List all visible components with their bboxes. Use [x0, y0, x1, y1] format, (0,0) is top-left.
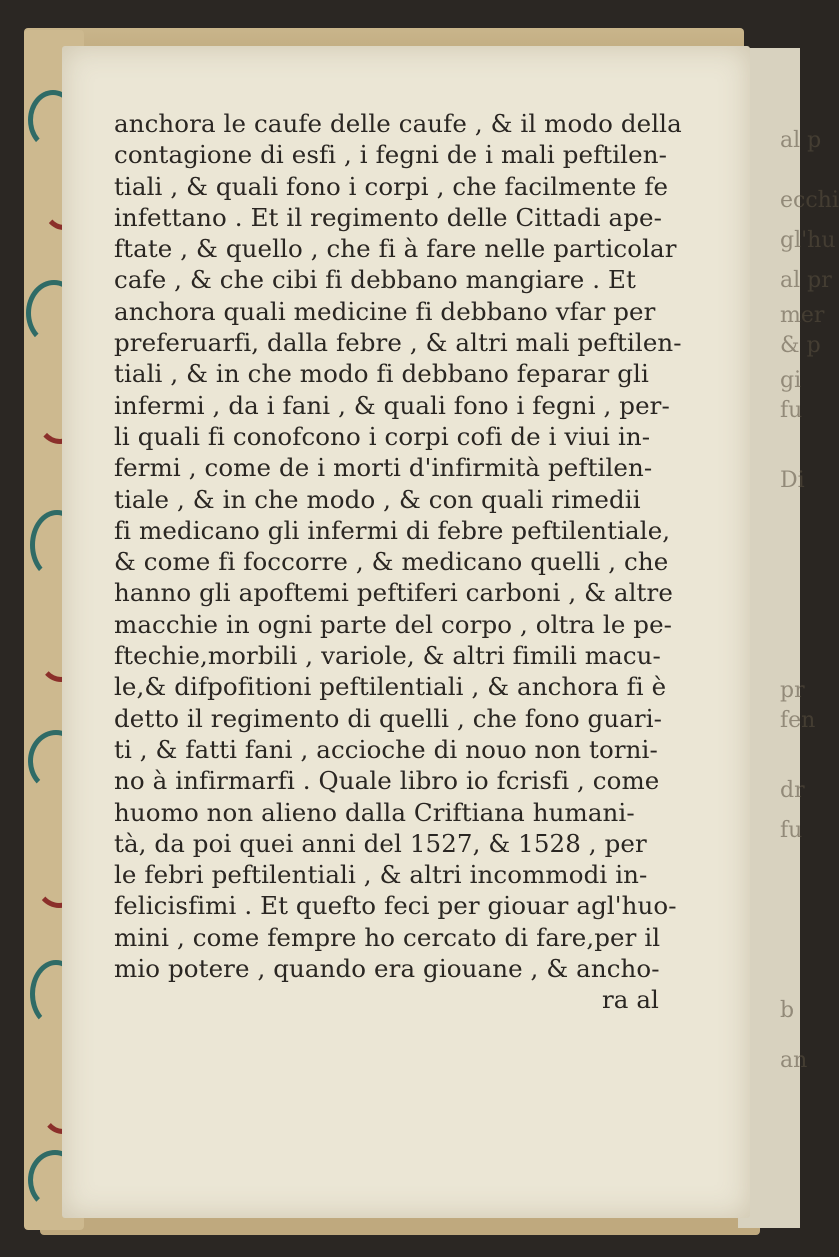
text-line: ftate , & quello , che fi à fare nelle particolar	[114, 234, 677, 264]
text-line: macchie in ogni parte del corpo , oltra le pe-	[114, 609, 673, 639]
adjacent-page-text: fu	[780, 818, 803, 843]
text-line: le febri peftilentiali , & altri incommodi in-	[114, 860, 648, 890]
text-line: detto il regimento di quelli , che fono guari-	[114, 703, 663, 733]
adjacent-page-text: & p	[780, 333, 821, 358]
catchword: ra al	[601, 985, 659, 1015]
text-line: tà, da poi quei anni del 1527, & 1528 , per	[114, 828, 647, 858]
text-line: mini , come fempre ho cercato di fare,per il	[114, 922, 661, 952]
adjacent-page-text: gl'hu	[780, 228, 836, 253]
adjacent-page-text: pr	[780, 678, 805, 703]
adjacent-page-text: dr	[780, 778, 805, 803]
text-line: mio potere , quando era giouane , & ancho-	[114, 954, 660, 984]
adjacent-page-text: fen	[780, 708, 816, 733]
adjacent-page-text: b	[780, 998, 795, 1023]
text-line: ti , & fatti fani , accioche di nouo non torni-	[114, 734, 658, 764]
adjacent-page-text: Di	[780, 468, 805, 493]
text-line: felicisfimi . Et quefto feci per giouar agl'huo-	[114, 891, 677, 921]
text-line: & come fi foccorre , & medicano quelli , che	[114, 547, 669, 577]
text-line: cafe , & che cibi fi debbano mangiare . Et	[114, 265, 636, 295]
adjacent-page-text: mer	[780, 303, 825, 328]
text-line: huomo non alieno dalla Criftiana humani-	[114, 797, 635, 827]
body-text	[114, 108, 682, 1016]
text-line: le,& difpofitioni peftilentiali , & anchora fi è	[114, 672, 667, 702]
text-line: infettano . Et il regimento delle Cittadi ape-	[114, 202, 662, 232]
text-line: li quali fi conofcono i corpi cofi de i viui in-	[114, 421, 651, 451]
text-line: fi medicano gli infermi di febre peftilentiale,	[114, 515, 671, 545]
text-line: tiali , & quali fono i corpi , che facilmente fe	[114, 171, 669, 201]
adjacent-page-text: fu	[780, 398, 803, 423]
adjacent-page-text: ecchi	[780, 188, 839, 213]
adjacent-page-text: al p	[780, 128, 822, 153]
text-line: anchora quali medicine fi debbano vfar per	[114, 296, 656, 326]
text-line: tiali , & in che modo fi debbano feparar gli	[114, 359, 649, 389]
text-line: fermi , come de i morti d'infirmità peftilen-	[114, 453, 653, 483]
adjacent-page-text: al pr	[780, 268, 832, 293]
text-line: contagione di esfi , i fegni de i mali peftilen-	[114, 140, 667, 170]
adjacent-page-text: gi	[780, 368, 802, 393]
adjacent-page-text: an	[780, 1048, 808, 1073]
text-line: no à infirmarfi . Quale libro io fcrisfi , come	[114, 766, 660, 796]
text-line: hanno gli apoftemi peftiferi carboni , & altre	[114, 578, 673, 608]
text-line: anchora le caufe delle caufe , & il modo della	[114, 109, 682, 138]
text-line: preferuarfi, dalla febre , & altri mali peftilen-	[114, 328, 682, 358]
text-line: infermi , da i fani , & quali fono i fegni , per-	[114, 390, 670, 420]
text-line: ftechie,morbili , variole, & altri fimili macu-	[114, 641, 661, 671]
text-line: tiale , & in che modo , & con quali rimedii	[114, 484, 641, 514]
